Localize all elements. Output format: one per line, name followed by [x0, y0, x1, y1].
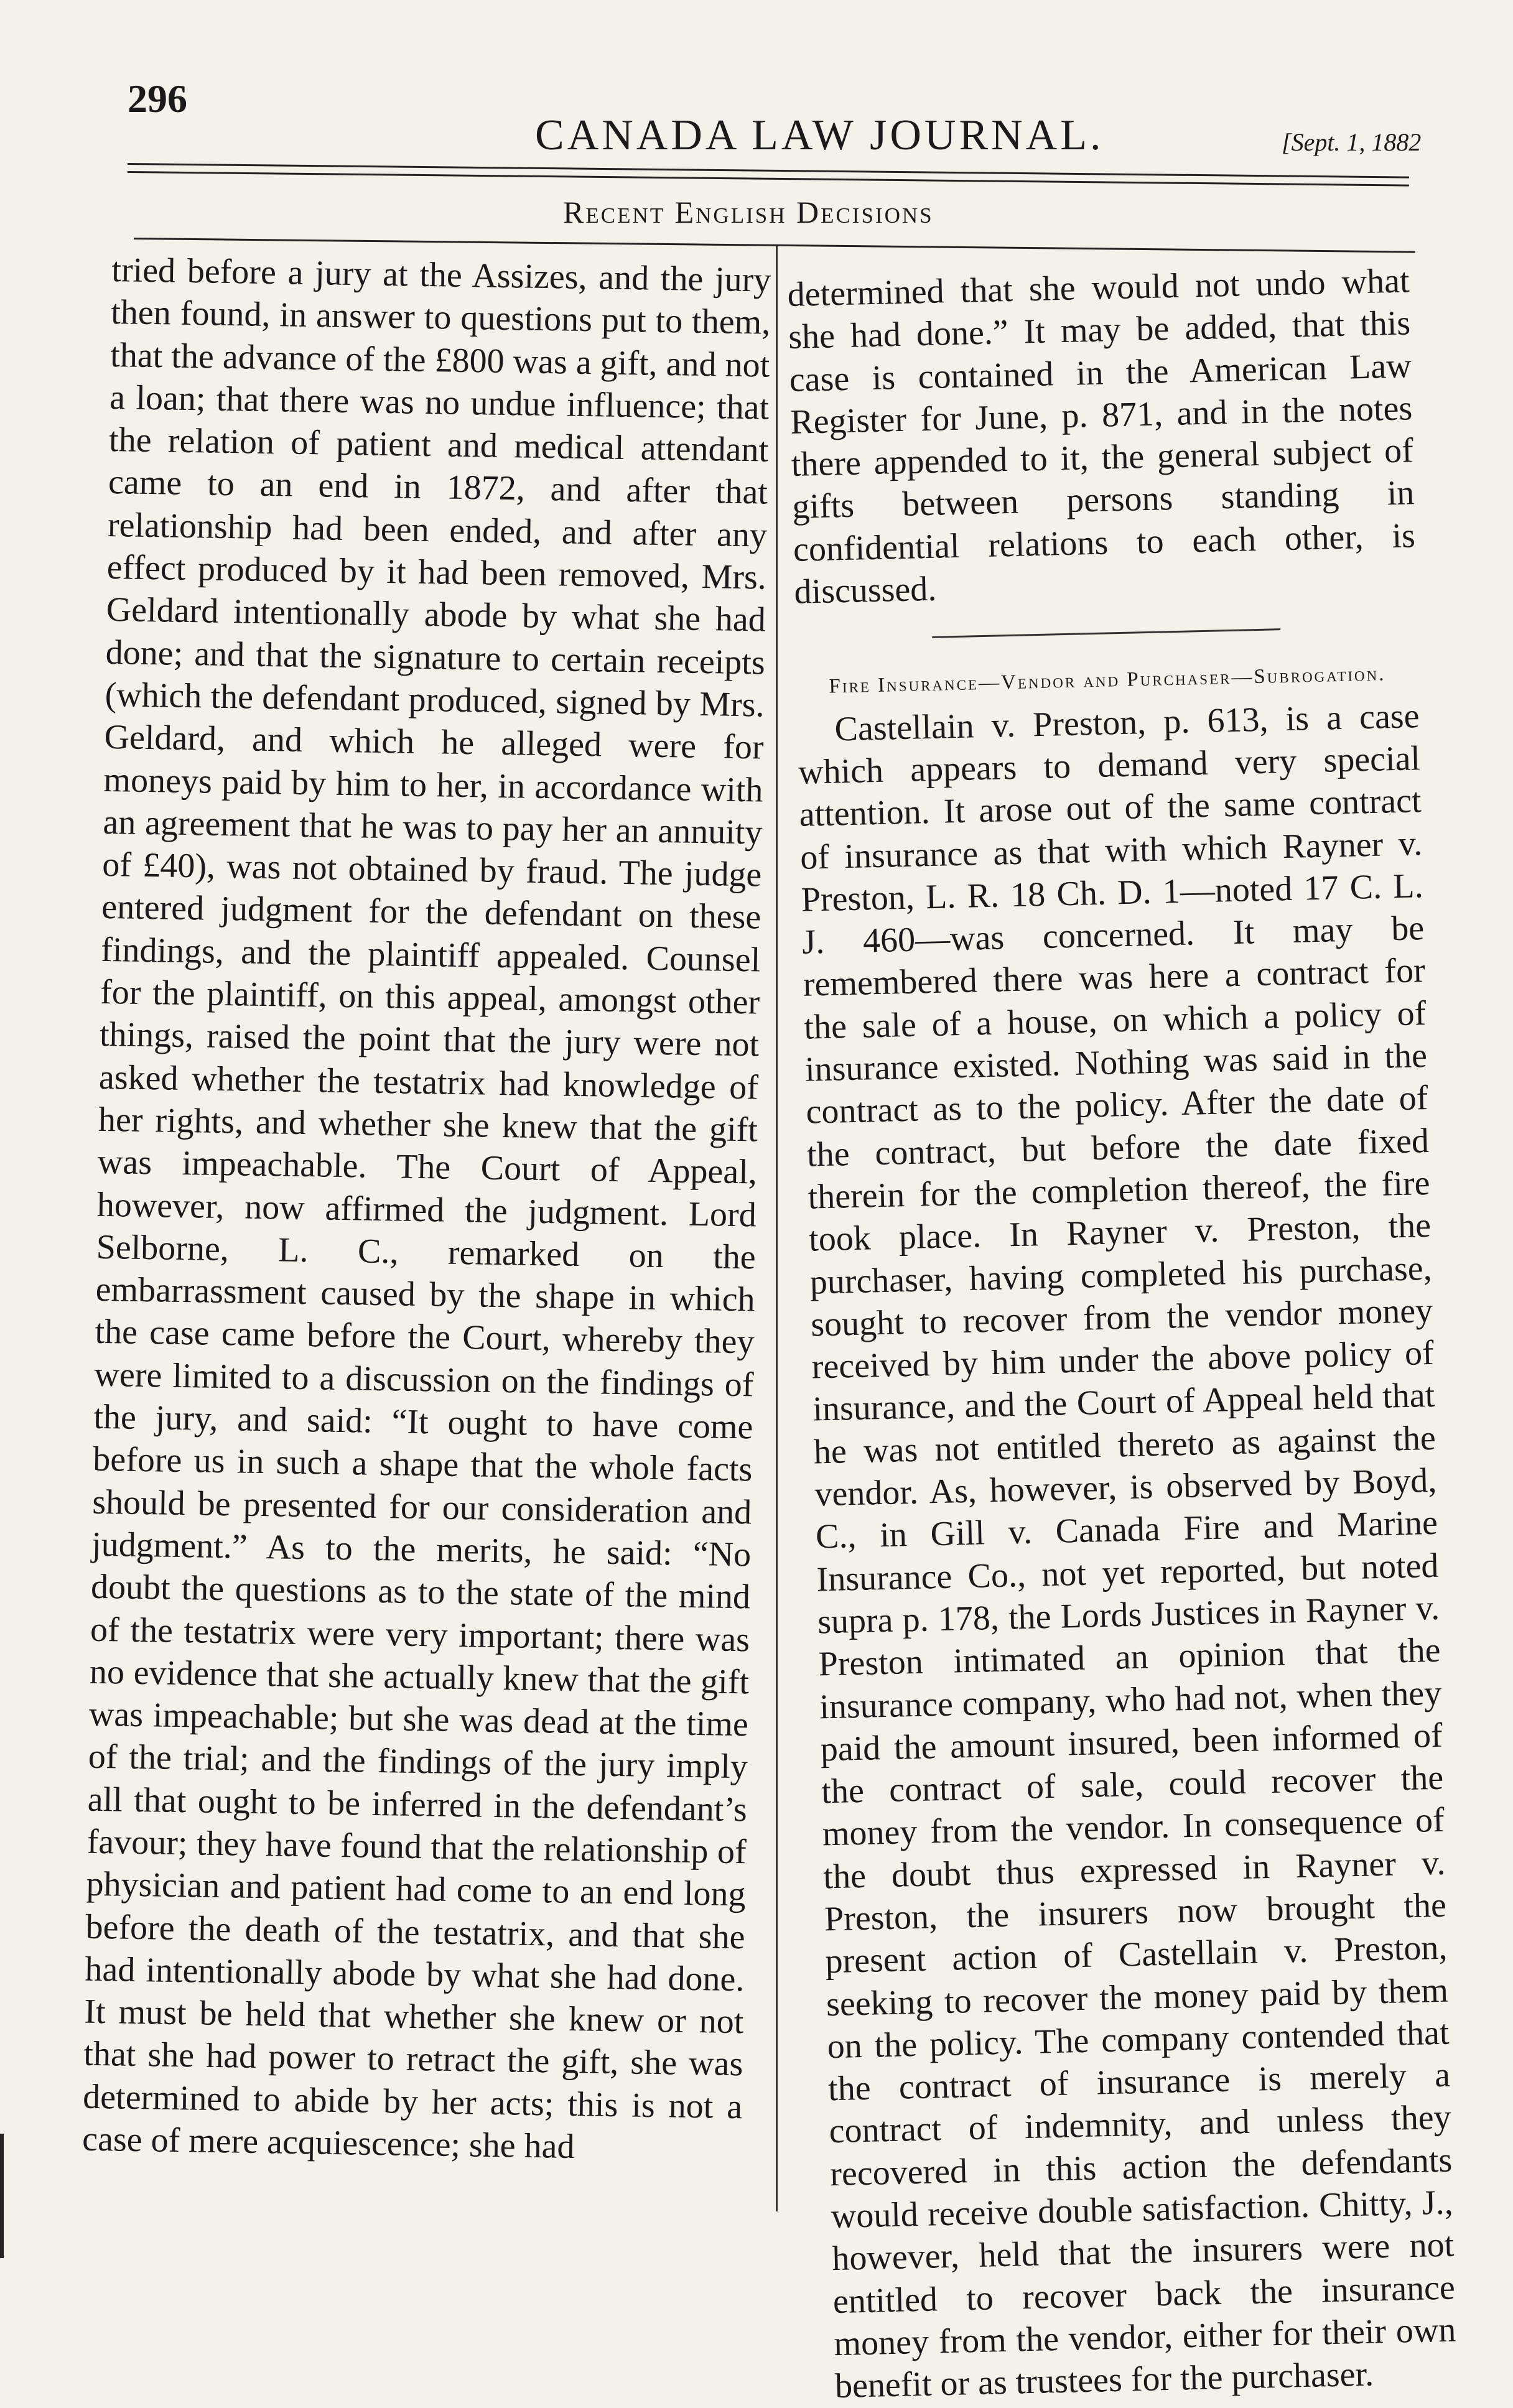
- header-rule: [134, 238, 1415, 253]
- right-paragraph-1: determined that she would not undo what she had done.” It may be added, that this case is contained in the American Law Register for June, p. 871, and in the notes there appended to it, the general subject of gifts between persons standing in confidential relations to each other, is discussed.: [787, 261, 1416, 611]
- right-column: [787, 259, 1458, 2407]
- journal-title: CANADA LAW JOURNAL.: [535, 111, 1104, 159]
- column-divider: [776, 246, 778, 2211]
- issue-date: [Sept. 1, 1882: [1282, 128, 1422, 156]
- running-head: Recent English Decisions: [563, 195, 934, 230]
- scan-edge-mark: [0, 2134, 4, 2258]
- page-number: 296: [128, 77, 187, 121]
- header-double-rule: [128, 163, 1409, 187]
- right-paragraph-2: Castellain v. Preston, p. 613, is a case which appears to demand very special attention. It arose out of the same contract of insurance as that with which Rayner v. Preston, L. R. 18 Ch. D. 1—noted 17 C. L. J. 460—was concerned. It may be remembered there was here a contract for the sale of a house, on which a policy of insurance existed. Nothing was said in the contract as to the policy. After the date of the contract, but before the date fixed therein for the completion thereof, the fire took place. In Rayner v. Preston, the purchaser, having completed his purchase, sought to recover from the vendor money received by him under the above policy of insurance, and the Court of Appeal held that he was not entitled thereto as against the vendor. As, however, is observed by Boyd, C., in Gill v. Canada Fire and Marine Insurance Co., not yet reported, but noted supra p. 178, the Lords Justices in Rayner v. Preston intimated an opinion that the insurance company, who had not, when they paid the amount insured, been informed of the contract of sale, could recover the money from the vendor. In consequence of the doubt thus expressed in Rayner v. Preston, the insurers now brought the present action of Castellain v. Preston, seeking to recover the money paid by them on the policy. The company contended that the contract of insurance is merely a contract of indemnity, and unless they recovered in this action the defendants would receive double satisfaction. Chitty, J., however, held that the insurers were not entitled to recover back the insurance money from the vendor, either for their own benefit or as trustees for the purchaser.: [798, 696, 1456, 2406]
- section-heading: Fire Insurance—Vendor and Purchaser—Subrogation.: [829, 662, 1386, 699]
- section-rule: [932, 629, 1280, 639]
- left-column: [82, 249, 771, 2171]
- left-column-text: tried before a jury at the Assizes, and the jury then found, in answer to questions put to them, that the advance of the £800 was a gift, and not a loan; that there was no undue influence; that the relation of patient and medical attendant came to an end in 1872, and after that relationship had been ended, and after any effect produced by it had been removed, Mrs. Geldard intentionally abode by what she had done; and that the signature to certain receipts (which the defendant produced, signed by Mrs. Geldard, and which he alleged were for moneys paid by him to her, in accordance with an agreement that he was to pay her an annuity of £40), was not obtained by fraud. The judge entered judgment for the defendant on these findings, and the plaintiff appealed. Counsel for the plaintiff, on this appeal, amongst other things, raised the point that the jury were not asked whether the testatrix had knowledge of her rights, and whether she knew that the gift was impeachable. The Court of Appeal, however, now affirmed the judgment. Lord Selborne, L. C., remarked on the embarrassment caused by the shape in which the case came before the Court, whereby they were limited to a discussion on the findings of the jury, and said: “It ought to have come before us in such a shape that the whole facts should be presented for our consideration and judgment.” As to the merits, he said: “No doubt the questions as to the state of the mind of the testatrix were very important; there was no evidence that she actually knew that the gift was impeachable; but she was dead at the time of the trial; and the findings of the jury imply all that ought to be inferred in the defendant’s favour; they have found that the relationship of physician and patient had come to an end long before the death of the testatrix, and that she had intentionally abode by what she had done. It must be held that whether she knew or not that she had power to retract the gift, she was determined to abide by her acts; this is not a case of mere acquiescence; she had: [81, 250, 771, 2167]
